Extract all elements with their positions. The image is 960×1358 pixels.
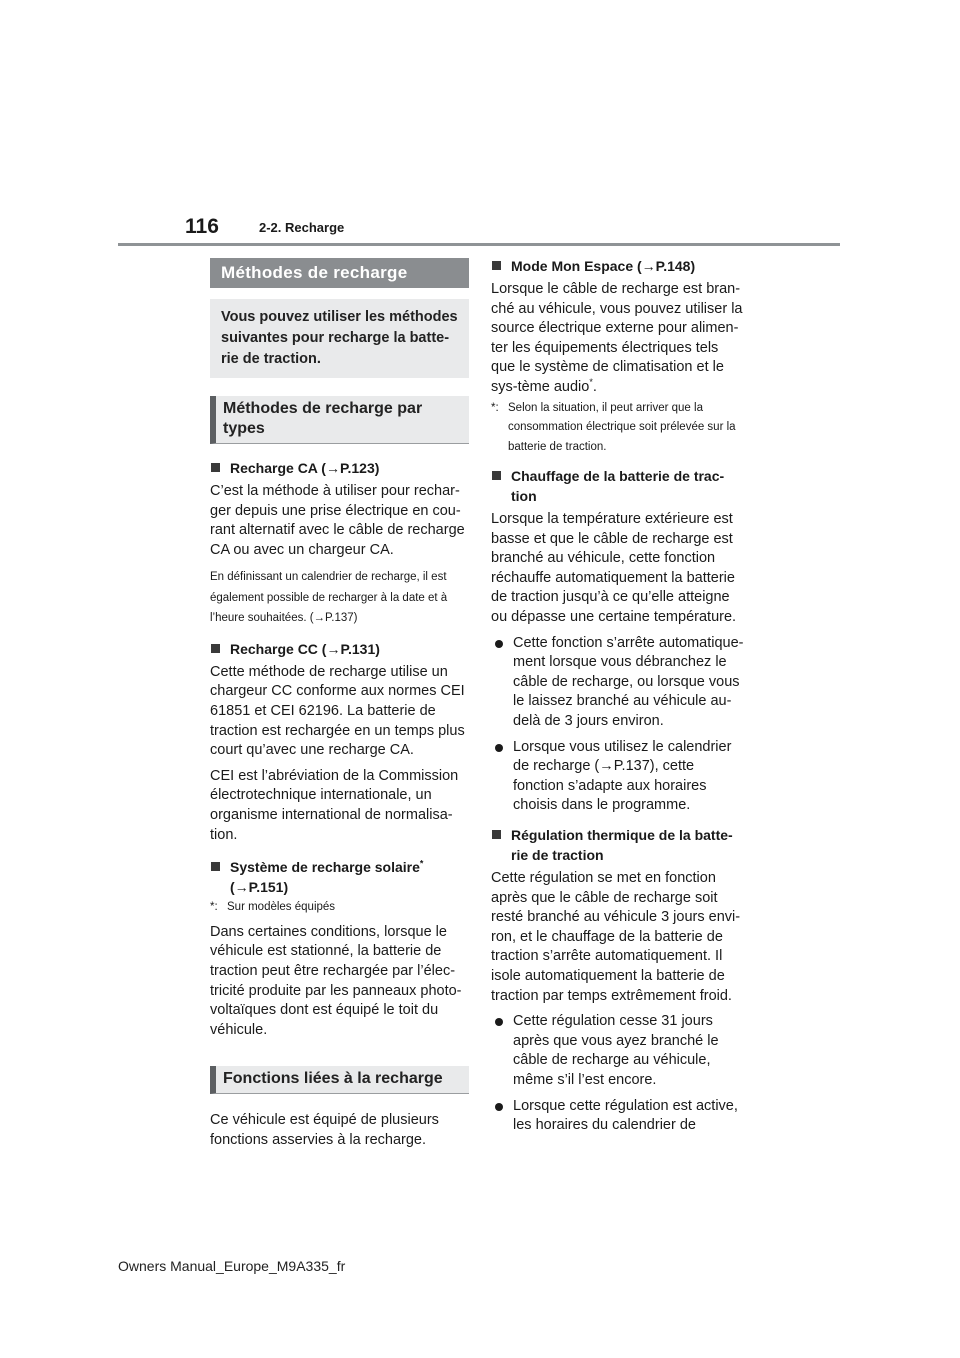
entry-title: Recharge CC (→P.131)	[230, 640, 380, 657]
bullet-dot-icon	[495, 1103, 503, 1111]
left-column	[210, 258, 469, 1150]
intro-box: Vous pouvez utiliser les méthodes suivantes pour recharge la batte-rie de traction.	[210, 299, 469, 378]
bullet-item: Cette fonction s’arrête automatique-ment lorsque vous débranchez le câble de recharge, ou lorsque vous le laissez branché au véhicule au-delà de 3 jours environ.	[491, 634, 746, 732]
bullet-dot-icon	[495, 640, 503, 648]
paragraph: Lorsque le câble de recharge est bran-ché au véhicule, vous pouvez utiliser la source électrique externe pour alimen-ter les équipements électriques tels que le système de climatisation et le sys-tème audio	[491, 281, 743, 395]
sub-heading-methods: Méthodes de recharge par types	[210, 396, 469, 444]
square-bullet-icon	[211, 862, 220, 871]
footnote-marker: *	[419, 858, 424, 869]
paragraph: CEI est l’abréviation de la Commission électrotechnique internationale, un organisme international de normalisa-tion.	[210, 767, 459, 843]
entry-solar	[210, 857, 469, 1040]
square-bullet-icon	[492, 471, 501, 480]
footer-label: Owners Manual_Europe_M9A335_fr	[118, 1258, 346, 1274]
main-heading: Méthodes de recharge	[210, 258, 469, 288]
bullet-item: Cette régulation cesse 31 jours après que vous ayez branché le câble de recharge au véhicule, même s’il l’est encore.	[491, 1012, 746, 1090]
square-bullet-icon	[492, 830, 501, 839]
paragraph: C’est la méthode à utiliser pour rechar-ger depuis une prise électrique en cou-rant alternatif avec le câble de recharge CA ou avec un chargeur CA.	[210, 483, 465, 558]
bullet-item: Lorsque cette régulation est active, les horaires du calendrier de	[491, 1097, 746, 1136]
paragraph: Cette méthode de recharge utilise un chargeur CC conforme aux normes CEI 61851 et CEI 62196. La batterie de traction est rechargée en un temps plus court qu’avec une recharge CA.	[210, 663, 465, 759]
paragraph: Cette régulation se met en fonction après que le câble de recharge soit resté branché au véhicule 3 jours envi-ron, et le chauffage de la batterie de traction s’arrête automatiquement. Il isole automatiquement la batterie de traction par temps extrêmement froid.	[491, 869, 741, 1004]
entry-title: Système de recharge solaire	[230, 859, 420, 876]
section-label: 2-2. Recharge	[259, 220, 345, 235]
bullet-dot-icon	[495, 1018, 503, 1026]
entry-mode-mon-espace: Mode Mon Espace (→P.148) Lorsque le câble de recharge est bran-ché au véhicule, vous pouvez utiliser la source électrique externe pour alimen-ter les équipements électriques tels que le système de climatisation et le sys-tème audio*. *: Selon la situation, il peut arriver que la consommation électrique soit prélevée sur la batterie de traction.	[491, 256, 746, 457]
footnote: *: Sur modèles équipés	[210, 901, 336, 914]
paragraph: Lorsque la température extérieure est basse et que le câble de recharge est branché au véhicule, cette fonction réchauffe automatiquement la batterie de traction jusqu’à ce qu’elle atteigne ou dépasse une certaine température.	[491, 511, 737, 626]
entry-recharge-cc	[210, 639, 469, 845]
small-note: En définissant un calendrier de recharge, il est également possible de recharger à la date et à l’heure souhaitées. (→P.137)	[210, 571, 448, 625]
entry-title-ref: (→P.151)	[230, 879, 289, 896]
footnote-marker: *	[589, 377, 593, 388]
paragraph: Dans certaines conditions, lorsque le véhicule est stationné, la batterie de traction peut être rechargée par l’élec-tricité produite par les panneaux photo-voltaïques dont est équipé le toit du véhicule.	[210, 923, 462, 1038]
square-bullet-icon	[211, 463, 220, 472]
bullet-dot-icon	[495, 744, 503, 752]
square-bullet-icon	[211, 644, 220, 653]
entry-title: Régulation thermique de la batte-rie de traction	[511, 826, 733, 863]
paragraph: Ce véhicule est équipé de plusieurs fonctions asservies à la recharge.	[210, 1112, 439, 1148]
right-column	[491, 258, 746, 1136]
sub-heading-functions: Fonctions liées à la recharge	[210, 1066, 469, 1094]
bullet-item: Lorsque vous utilisez le calendrier de recharge (→P.137), cette fonction s’adapte aux horaires choisis dans le programme.	[491, 738, 746, 816]
footnote: *: Selon la situation, il peut arriver que la consommation électrique soit prélevée sur la batterie de traction.	[491, 401, 736, 453]
entry-recharge-ca	[210, 458, 469, 629]
page-number: 116	[185, 215, 219, 238]
entry-battery-heating	[491, 466, 746, 816]
header-divider	[118, 243, 840, 246]
entry-title: Chauffage de la batterie de trac-tion	[511, 468, 725, 505]
entry-title: Recharge CA (→P.123)	[230, 460, 380, 476]
square-bullet-icon	[492, 261, 501, 270]
entry-title: Mode Mon Espace (→P.148)	[511, 258, 696, 274]
entry-thermal-regulation	[491, 825, 746, 1136]
